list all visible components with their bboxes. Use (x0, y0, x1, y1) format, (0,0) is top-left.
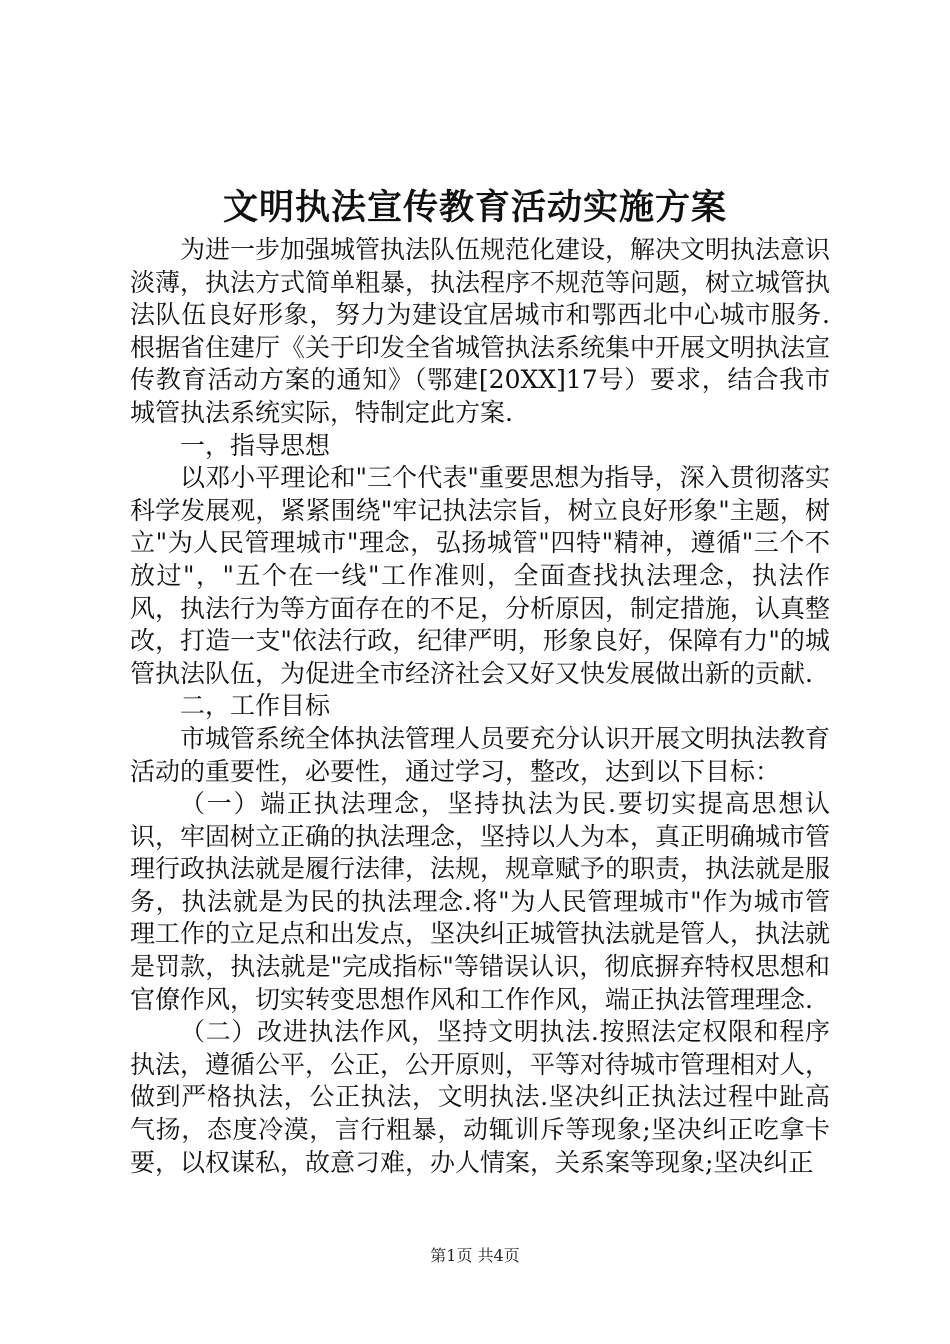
document-body (130, 234, 830, 1179)
heading-work-goals: 二，工作目标 (180, 691, 331, 721)
heading-guiding-ideology: 一，指导思想 (180, 430, 331, 460)
paragraph-guiding-ideology: 以邓小平理论和"三个代表"重要思想为指导，深入贯彻落实科学发展观，紧紧围绕"牢记执法宗旨，树立良好形象"主题，树立"为人民管理城市"理念，弘扬城管"四特"精神，遵循"三个不放过"，"五个在一线"工作准则，全面查找执法理念，执法作风，执法行为等方面存在的不足，分析原因，制定措施，认真整改，打造一支"依法行政，纪律严明，形象良好，保障有力"的城管执法队伍，为促进全市经济社会又好又快发展做出新的贡献. (130, 463, 831, 688)
paragraph-goal-two: （二）改进执法作风，坚持文明执法.按照法定权限和程序执法，遵循公平，公正，公开原则，平等对待城市管理相对人，做到严格执法，公正执法，文明执法.坚决纠正执法过程中趾高气扬，态度冷漠，言行粗暴，动辄训斥等现象;坚决纠正吃拿卡要，以权谋私，故意刁难，办人情案，关系案等现象;坚决纠正 (130, 1017, 831, 1177)
paragraph-work-goals: 市城管系统全体执法管理人员要充分认识开展文明执法教育活动的重要性，必要性，通过学习，整改，达到以下目标： (130, 723, 831, 786)
paragraph-intro: 为进一步加强城管执法队伍规范化建设，解决文明执法意识淡薄，执法方式简单粗暴，执法程序不规范等问题，树立城管执法队伍良好形象，努力为建设宜居城市和鄂西北中心城市服务.根据省住建厅《关于印发全省城管执法系统集中开展文明执法宣传教育活动方案的通知》（鄂建[20XX]17号）要求，结合我市城管执法系统实际，特制定此方案. (130, 235, 831, 427)
paragraph-goal-one: （一）端正执法理念，坚持执法为民.要切实提高思想认识，牢固树立正确的执法理念，坚持以人为本，真正明确城市管理行政执法就是履行法律，法规，规章赋予的职责，执法就是服务，执法就是为民的执法理念.将"为人民管理城市"作为城市管理工作的立足点和出发点，坚决纠正城管执法就是管人，执法就是罚款，执法就是"完成指标"等错误认识，彻底摒弃特权思想和官僚作风，切实转变思想作风和工作作风，端正执法管理理念. (130, 789, 831, 1014)
document-title: 文明执法宣传教育活动实施方案 (222, 187, 727, 228)
page-footer: 第1页 共4页 (430, 1246, 520, 1265)
